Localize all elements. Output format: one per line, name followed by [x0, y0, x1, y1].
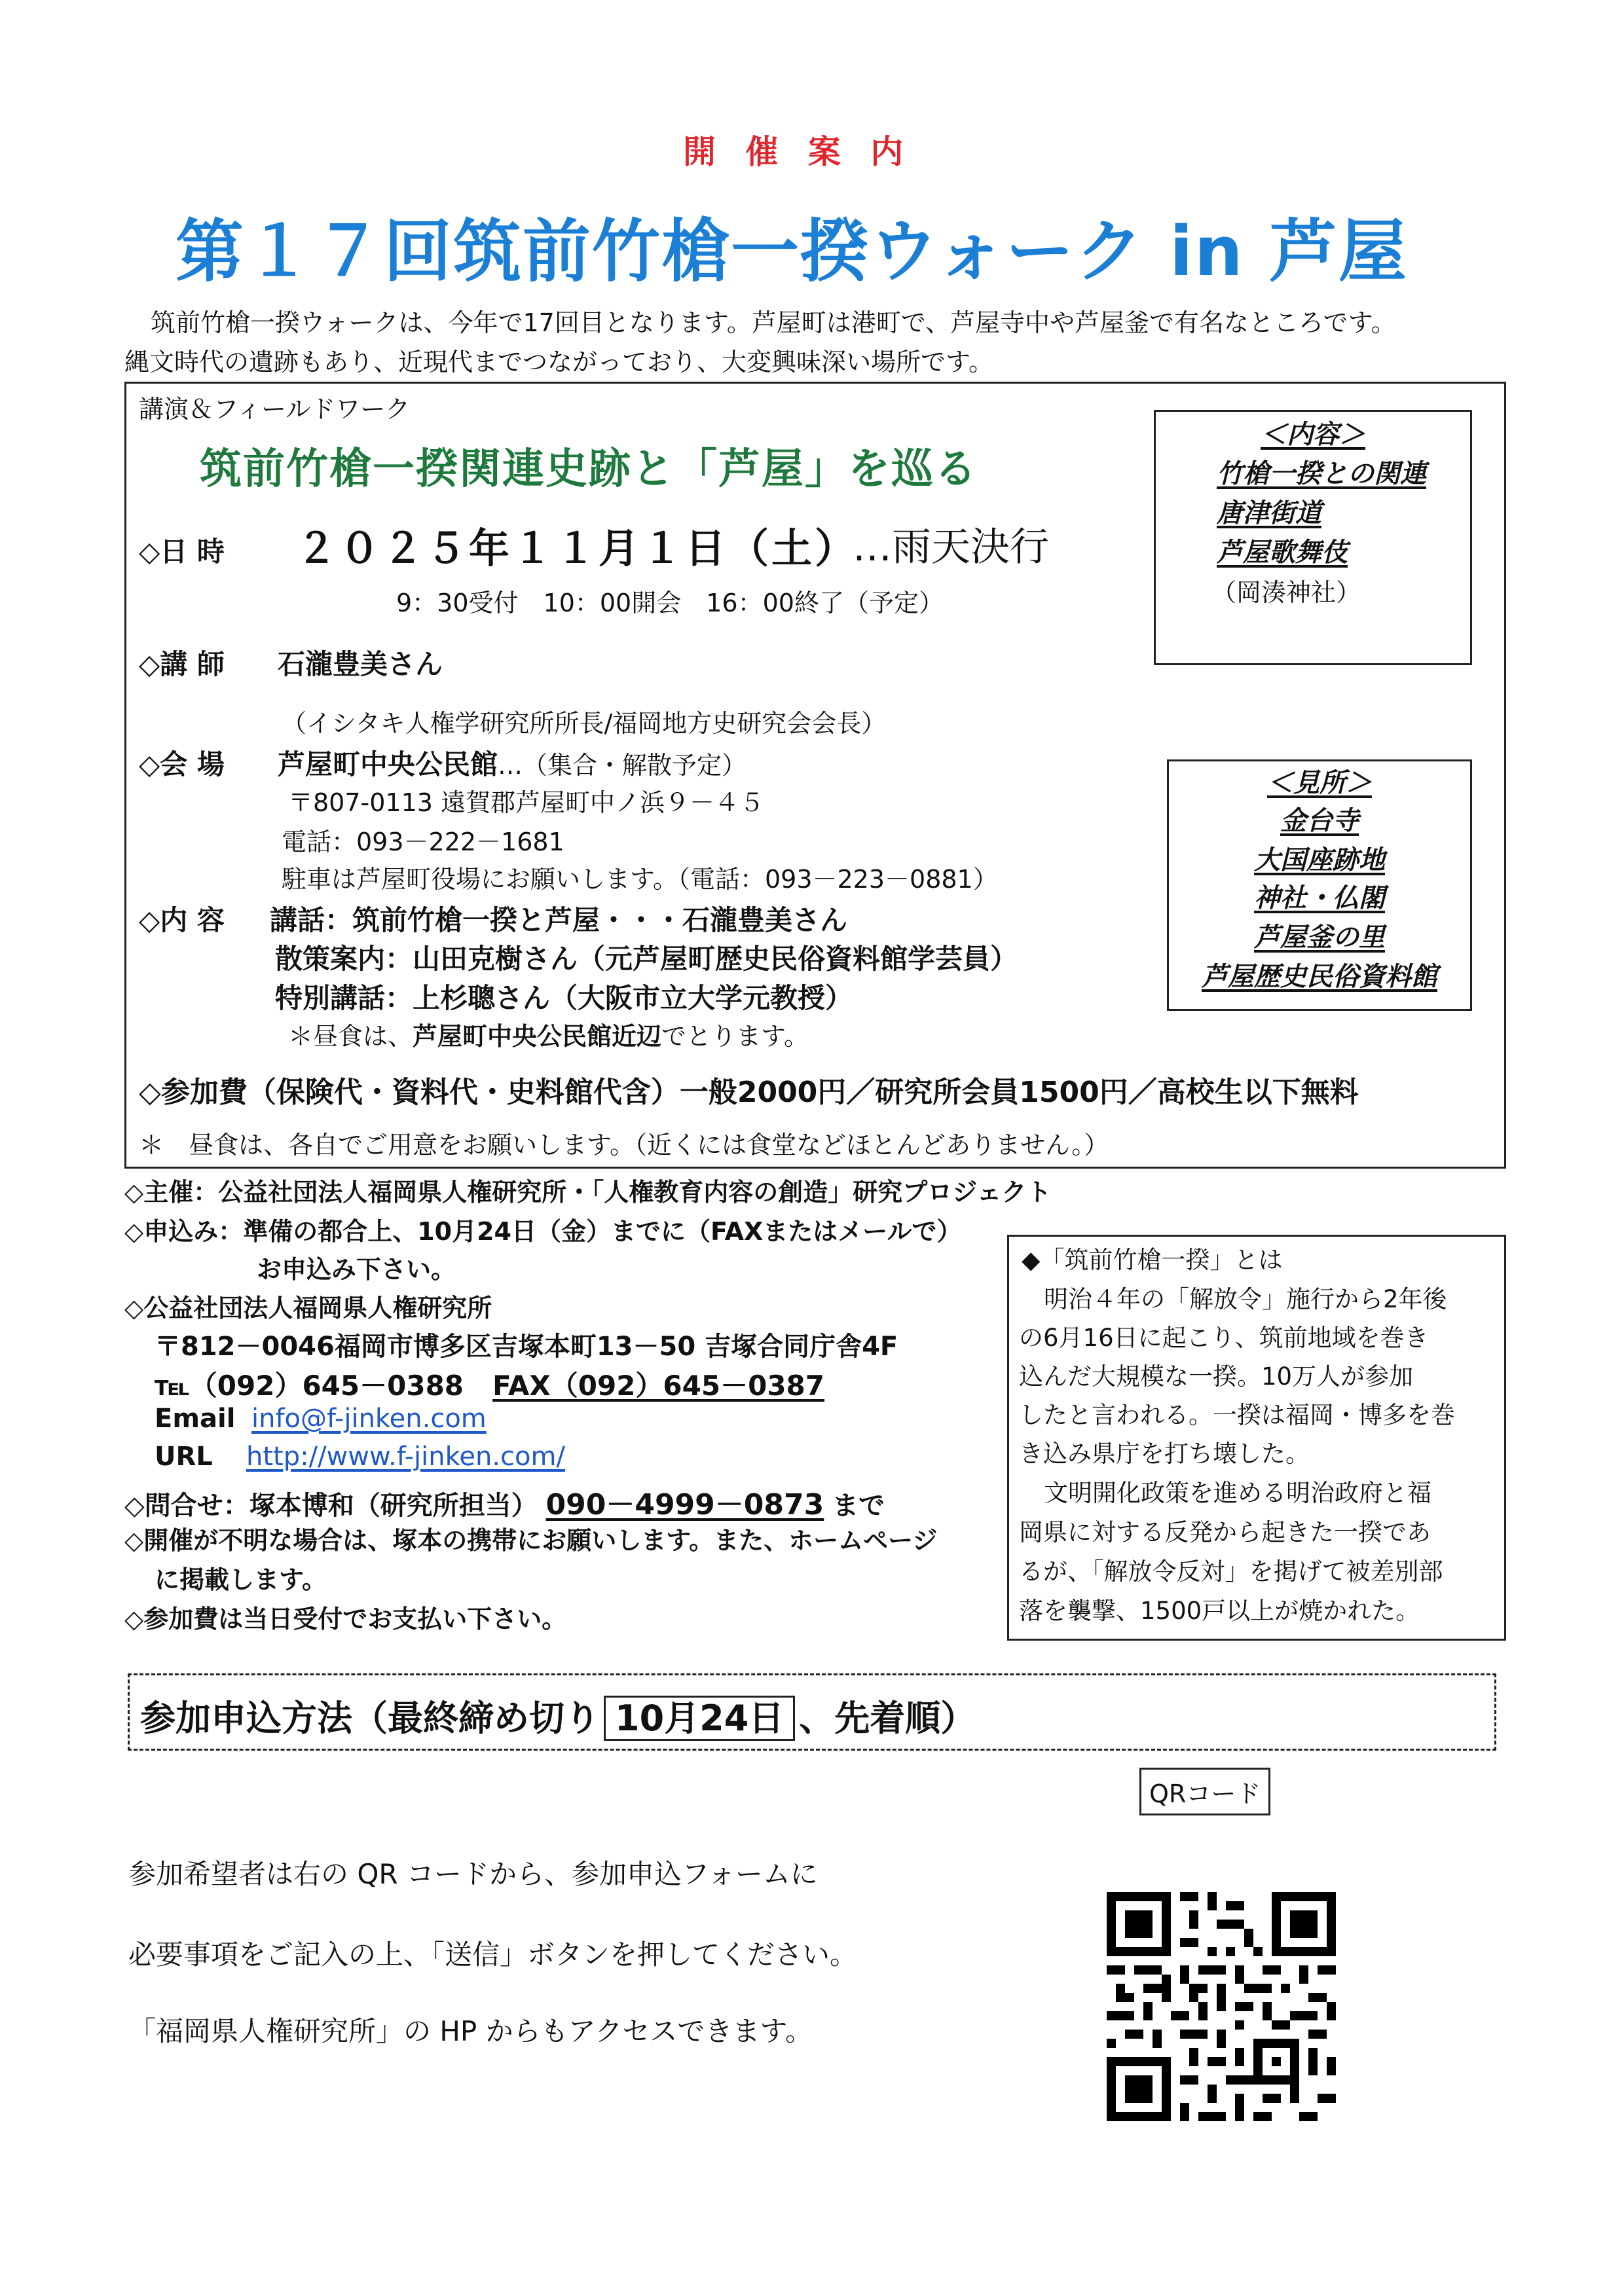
venue-label: ◇会 場 [139, 748, 225, 780]
sidebox-spots-heading: ＜見所＞ [1267, 768, 1372, 798]
lunch-note-suffix: でとります。 [661, 1022, 809, 1051]
page-title: 第１７回筑前竹槍一揆ウォーク in 芦屋 [175, 211, 1408, 291]
application-deadline: 10月24日 [604, 1696, 795, 1741]
fee-line: ◇参加費（保険代・資料代・史料館代含）一般2000円／研究所会員1500円／高校生以下無料 [139, 1076, 1359, 1109]
venue-name: 芦屋町中央公民館 [278, 748, 498, 780]
event-schedule: 9：30受付 10：00開会 16：00終了（予定） [396, 589, 944, 617]
sidebox-content-note: （岡湊神社） [1211, 578, 1361, 607]
lecturer-name: 石瀧豊美さん [278, 648, 443, 680]
sidebox-spot-4: 芦屋釜の里 [1254, 922, 1385, 953]
lunch-note-place: 芦屋町中央公民館近辺 [413, 1022, 662, 1051]
contact-line [124, 1481, 885, 1523]
apply-line-1: ◇申込み：準備の都合上、10月24日（金）までに（FAXまたはメールで） [124, 1217, 962, 1246]
event-subtitle: 筑前竹槍一揆関連史跡と「芦屋」を巡る [200, 445, 978, 494]
email-link[interactable]: info@f-jinken.com [251, 1404, 487, 1434]
lecturer-label: ◇講 師 [139, 648, 225, 680]
intro-line-2: 縄文時代の遺跡もあり、近現代までつながっており、大変興味深い場所です。 [124, 348, 993, 376]
history-line-9: 落を襲撃、1500戸以上が焼かれた。 [1019, 1597, 1420, 1625]
history-line-2: の6月16日に起こり、筑前地域を巻き [1019, 1324, 1429, 1352]
org-fax: FAX（092）645－0387 [492, 1370, 824, 1402]
history-line-4: したと言われる。一揆は福岡・博多を巻 [1019, 1401, 1455, 1429]
event-category: 講演＆フィールドワーク [139, 395, 411, 424]
unclear-line-2: に掲載します。 [155, 1565, 327, 1594]
unclear-line-1: ◇開催が不明な場合は、塚本の携帯にお願いします。また、ホームページ [124, 1526, 938, 1555]
sponsor-line: ◇主催：公益社団法人福岡県人権研究所・「人権教育内容の創造」研究プロジェクト [124, 1178, 1052, 1207]
content-line-3: 特別講話：上杉聰さん（大阪市立大学元教授） [275, 982, 853, 1014]
history-line-8: るが、「解放令反対」を掲げて被差別部 [1019, 1558, 1443, 1586]
history-heading: ◆「筑前竹槍一揆」とは [1022, 1246, 1283, 1274]
qr-code[interactable] [1107, 1892, 1336, 2121]
org-tel: ℡（092）645－0388 [155, 1370, 464, 1402]
contact-suffix: まで [832, 1491, 885, 1521]
history-line-1: 明治４年の「解放令」施行から2年後 [1044, 1285, 1447, 1313]
sidebox-content-heading: ＜内容＞ [1261, 420, 1365, 450]
apply-line-2: お申込み下さい。 [257, 1255, 456, 1284]
url-link[interactable]: http://www.f-jinken.com/ [246, 1442, 565, 1472]
lunch-note [288, 1016, 809, 1052]
venue-note: …（集合・解散予定） [498, 751, 747, 780]
venue-line [278, 743, 747, 782]
date-value: ２０２５年１１月１日（土） [296, 524, 858, 572]
venue-phone: 電話：093－222－1681 [282, 828, 564, 856]
content-line-2: 散策案内：山田克樹さん（元芦屋町歴史民俗資料館学芸員） [275, 943, 1018, 975]
venue-parking: 駐車は芦屋町役場にお願いします。（電話：093－223－0881） [282, 865, 998, 894]
sidebox-content-item-2: 唐津街道 [1217, 498, 1321, 528]
venue-address: 〒807-0113 遠賀郡芦屋町中ノ浜９－４５ [288, 788, 765, 817]
application-text-2: 必要事項をご記入の上、「送信」ボタンを押してください。 [128, 1939, 858, 1971]
sidebox-content-item-3: 芦屋歌舞伎 [1217, 538, 1348, 568]
lunch-note-prefix: ＊昼食は、 [288, 1022, 413, 1051]
meal-note: ＊ 昼食は、各自でご用意をお願いします。（近くには食堂などほとんどありません。） [139, 1131, 1109, 1159]
notice-heading: 開 催 案 内 [683, 133, 913, 171]
date-label: ◇日 時 [139, 536, 225, 568]
sidebox-spot-2: 大国座跡地 [1254, 845, 1385, 875]
history-line-3: 込んだ大規模な一揆。10万人が参加 [1019, 1362, 1414, 1391]
intro-line-1: 筑前竹槍一揆ウォークは、今年で17回目となります。芦屋町は港町で、芦屋寺中や芦屋釜で有名なところです。 [151, 308, 1396, 337]
content-label: ◇内 容 [139, 904, 225, 936]
date-note: …雨天決行 [853, 524, 1049, 570]
qr-label: QRコード [1139, 1768, 1270, 1815]
contact-phone: 090－4999－0873 [545, 1488, 824, 1522]
sidebox-content-item-1: 竹槍一揆との関連 [1217, 459, 1426, 489]
history-line-5: き込み県庁を打ち壊した。 [1019, 1440, 1310, 1468]
sidebox-spot-1: 金台寺 [1280, 806, 1359, 836]
history-line-7: 岡県に対する反発から起きた一揆であ [1019, 1518, 1431, 1546]
sidebox-spot-3: 神社・仏閣 [1254, 883, 1385, 913]
application-heading [140, 1690, 976, 1741]
org-name: ◇公益社団法人福岡県人権研究所 [124, 1294, 492, 1322]
content-line-1: 講話：筑前竹槍一揆と芦屋・・・石瀧豊美さん [270, 904, 848, 936]
contact-prefix: ◇問合せ：塚本博和（研究所担当） [124, 1491, 538, 1521]
application-text-3: 「福岡県人権研究所」の HP からもアクセスできます。 [128, 2015, 813, 2047]
application-heading-prefix: 参加申込方法（最終締め切り [140, 1698, 600, 1739]
application-heading-suffix: 、先着順） [799, 1698, 976, 1739]
application-text-1: 参加希望者は右の QR コードから、参加申込フォームに [128, 1858, 818, 1890]
lecturer-title: （イシタキ人権学研究所所長/福岡地方史研究会会長） [282, 709, 887, 738]
org-address: 〒812－0046福岡市博多区吉塚本町13－50 吉塚合同庁舎4F [155, 1332, 898, 1362]
history-line-6: 文明開化政策を進める明治政府と福 [1044, 1479, 1431, 1507]
sidebox-spot-5: 芦屋歴史民俗資料館 [1202, 962, 1437, 992]
url-label: URL [155, 1442, 213, 1472]
fee-payment-line: ◇参加費は当日受付でお支払い下さい。 [124, 1605, 567, 1633]
email-label: Email [155, 1404, 236, 1434]
